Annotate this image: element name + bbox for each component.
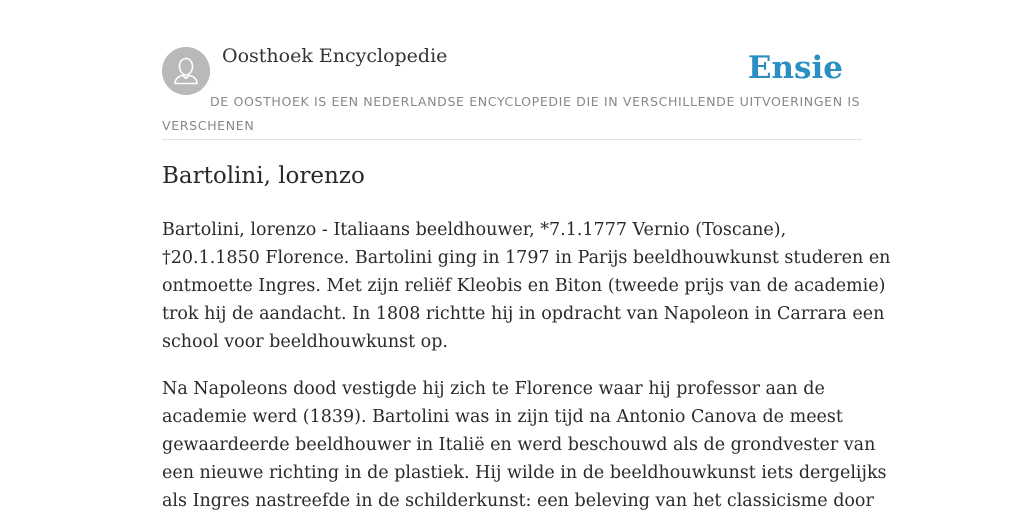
site-name[interactable]: Oosthoek Encyclopedie xyxy=(222,45,448,67)
text-line: als Ingres nastreefde in de schilderkunst: een beleving van het classicisme door xyxy=(162,491,874,511)
paragraph xyxy=(162,375,887,512)
article-title: Bartolini, lorenzo xyxy=(162,163,365,189)
page-container xyxy=(162,0,891,511)
article-body xyxy=(162,216,891,512)
text-line: een nieuwe richting in de plastiek. Hij wilde in de beeldhouwkunst iets dergelijks xyxy=(162,463,887,483)
site-header xyxy=(162,0,862,140)
avatar[interactable] xyxy=(162,47,210,95)
site-tagline: DE OOSTHOEK IS EEN NEDERLANDSE ENCYCLOPEDIE DIE IN VERSCHILLENDE UITVOERINGEN IS VERSCHENEN xyxy=(162,94,861,133)
text-line: school voor beeldhouwkunst op. xyxy=(162,332,448,352)
text-line: gewaardeerde beeldhouwer in Italië en werd beschouwd als de grondvester van xyxy=(162,435,876,455)
text-line: trok hij de aandacht. In 1808 richtte hij in opdracht van Napoleon in Carrara een xyxy=(162,304,885,324)
text-line: academie werd (1839). Bartolini was in zijn tijd na Antonio Canova de meest xyxy=(162,407,843,427)
text-line: †20.1.1850 Florence. Bartolini ging in 1797 in Parijs beeldhouwkunst studeren en xyxy=(162,248,891,268)
text-line: Bartolini, lorenzo - Italiaans beeldhouwer, *7.1.1777 Vernio (Toscane), xyxy=(162,220,787,240)
user-silhouette-icon xyxy=(162,47,210,95)
paragraph xyxy=(162,216,891,356)
brand-logo[interactable]: Ensie xyxy=(747,50,843,86)
text-line: ontmoette Ingres. Met zijn reliëf Kleobis en Biton (tweede prijs van de academie) xyxy=(162,276,886,296)
text-line: Na Napoleons dood vestigde hij zich te Florence waar hij professor aan de xyxy=(162,379,825,399)
